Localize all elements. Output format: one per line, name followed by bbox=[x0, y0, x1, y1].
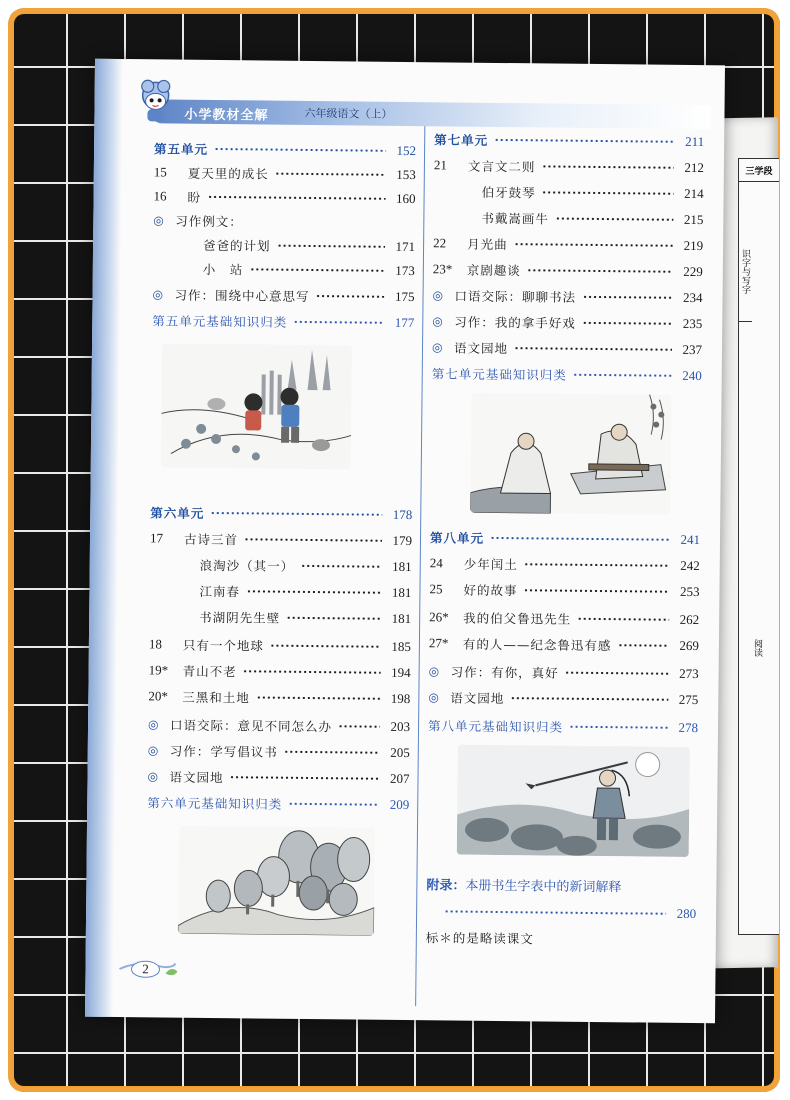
appendix-row[interactable]: 附录： 本册书生字表中的新词解释 bbox=[426, 877, 622, 895]
runtu-illustration bbox=[457, 745, 690, 857]
toc-row[interactable]: 15 夏天里的成长 153 bbox=[153, 164, 416, 183]
toc-row-sub[interactable]: 爸爸的计划 171 bbox=[203, 237, 416, 255]
children-playing-illustration bbox=[161, 343, 352, 469]
toc-row-unit[interactable]: 第七单元 211 bbox=[434, 132, 705, 150]
toc-row[interactable]: 17 古诗三首 179 bbox=[149, 530, 413, 549]
forest-illustration bbox=[178, 826, 375, 936]
appendix-page-row[interactable]: 280 bbox=[438, 900, 696, 925]
toc-row-writing[interactable]: ◎ 习作：有你，真好 273 bbox=[428, 664, 699, 682]
toc-row-writing[interactable]: ◎ 习作：学写倡议书 205 bbox=[147, 743, 410, 761]
page-header bbox=[104, 79, 708, 129]
toc-row-sub[interactable]: 伯牙鼓琴 214 bbox=[481, 184, 704, 202]
toc-row[interactable]: 25 好的故事 253 bbox=[429, 581, 700, 600]
page-number: 2 bbox=[142, 961, 149, 977]
toc-row[interactable]: 21 文言文二则 212 bbox=[433, 157, 705, 176]
toc-row-garden[interactable]: ◎ 语文园地 237 bbox=[431, 340, 703, 358]
mascot-icon bbox=[134, 79, 176, 125]
toc-row-unit[interactable]: 第六单元 178 bbox=[150, 505, 413, 523]
side-stage: 三学段 bbox=[739, 159, 779, 182]
toc-row[interactable]: 23* 京剧趣谈 229 bbox=[432, 261, 703, 280]
book-page bbox=[85, 59, 725, 1024]
toc-row-garden[interactable]: ◎ 语文园地 207 bbox=[147, 769, 410, 787]
side-table bbox=[738, 158, 779, 935]
toc-row-sub[interactable]: 浪淘沙（其一） 181 bbox=[199, 557, 412, 575]
toc-row[interactable]: 20* 三黑和土地 198 bbox=[148, 688, 411, 707]
toc-row-oral[interactable]: ◎ 口语交际：聊聊书法 234 bbox=[432, 288, 703, 306]
toc-row[interactable]: 22 月光曲 219 bbox=[433, 235, 704, 254]
series-title: 小学教材全解 bbox=[184, 107, 269, 124]
toc-row-unit[interactable]: 第八单元 241 bbox=[429, 530, 701, 548]
toc-row-sub[interactable]: 书戴嵩画牛 215 bbox=[481, 210, 704, 228]
scholars-illustration bbox=[470, 393, 671, 515]
toc-row-writing[interactable]: ◎ 习作：我的拿手好戏 235 bbox=[432, 314, 703, 332]
side-literacy: 识字与写字 bbox=[739, 182, 752, 322]
toc-row[interactable]: 24 少年闰土 242 bbox=[429, 555, 700, 574]
footnote: 标＊的是略读课文 bbox=[425, 930, 534, 947]
toc-row-sub[interactable]: 小 站 173 bbox=[202, 261, 415, 279]
toc-row-knowledge[interactable]: 第五单元基础知识归类 177 bbox=[152, 313, 415, 331]
column-divider bbox=[415, 126, 425, 1006]
toc-row-subhead[interactable]: ◎ 习作例文： bbox=[153, 213, 243, 230]
toc-row-unit[interactable]: 第五单元 152 bbox=[154, 141, 417, 159]
book-title: 六年级语文（上） bbox=[304, 106, 393, 121]
toc-row-knowledge[interactable]: 第七单元基础知识归类 240 bbox=[431, 366, 702, 384]
toc-row[interactable]: 19* 青山不老 194 bbox=[148, 662, 411, 681]
toc-row-sub[interactable]: 书湖阴先生壁 181 bbox=[199, 609, 412, 627]
toc-row[interactable]: 27* 有的人——纪念鲁迅有感 269 bbox=[428, 635, 699, 654]
toc-row[interactable]: 16 盼 160 bbox=[153, 188, 416, 207]
side-reading: 阅读 bbox=[752, 639, 762, 657]
toc-row-knowledge[interactable]: 第六单元基础知识归类 209 bbox=[147, 795, 410, 813]
toc-row-writing[interactable]: ◎ 习作：围绕中心意思写 175 bbox=[152, 287, 415, 305]
toc-row-sub[interactable]: 江南春 181 bbox=[199, 583, 412, 601]
toc-row[interactable]: 26* 我的伯父鲁迅先生 262 bbox=[429, 609, 700, 628]
toc-row-garden[interactable]: ◎ 语文园地 275 bbox=[428, 690, 699, 708]
toc-row-oral[interactable]: ◎ 口语交际：意见不同怎么办 203 bbox=[147, 717, 411, 735]
toc-row[interactable]: 18 只有一个地球 185 bbox=[148, 636, 411, 655]
toc-row-knowledge[interactable]: 第八单元基础知识归类 278 bbox=[427, 718, 699, 736]
